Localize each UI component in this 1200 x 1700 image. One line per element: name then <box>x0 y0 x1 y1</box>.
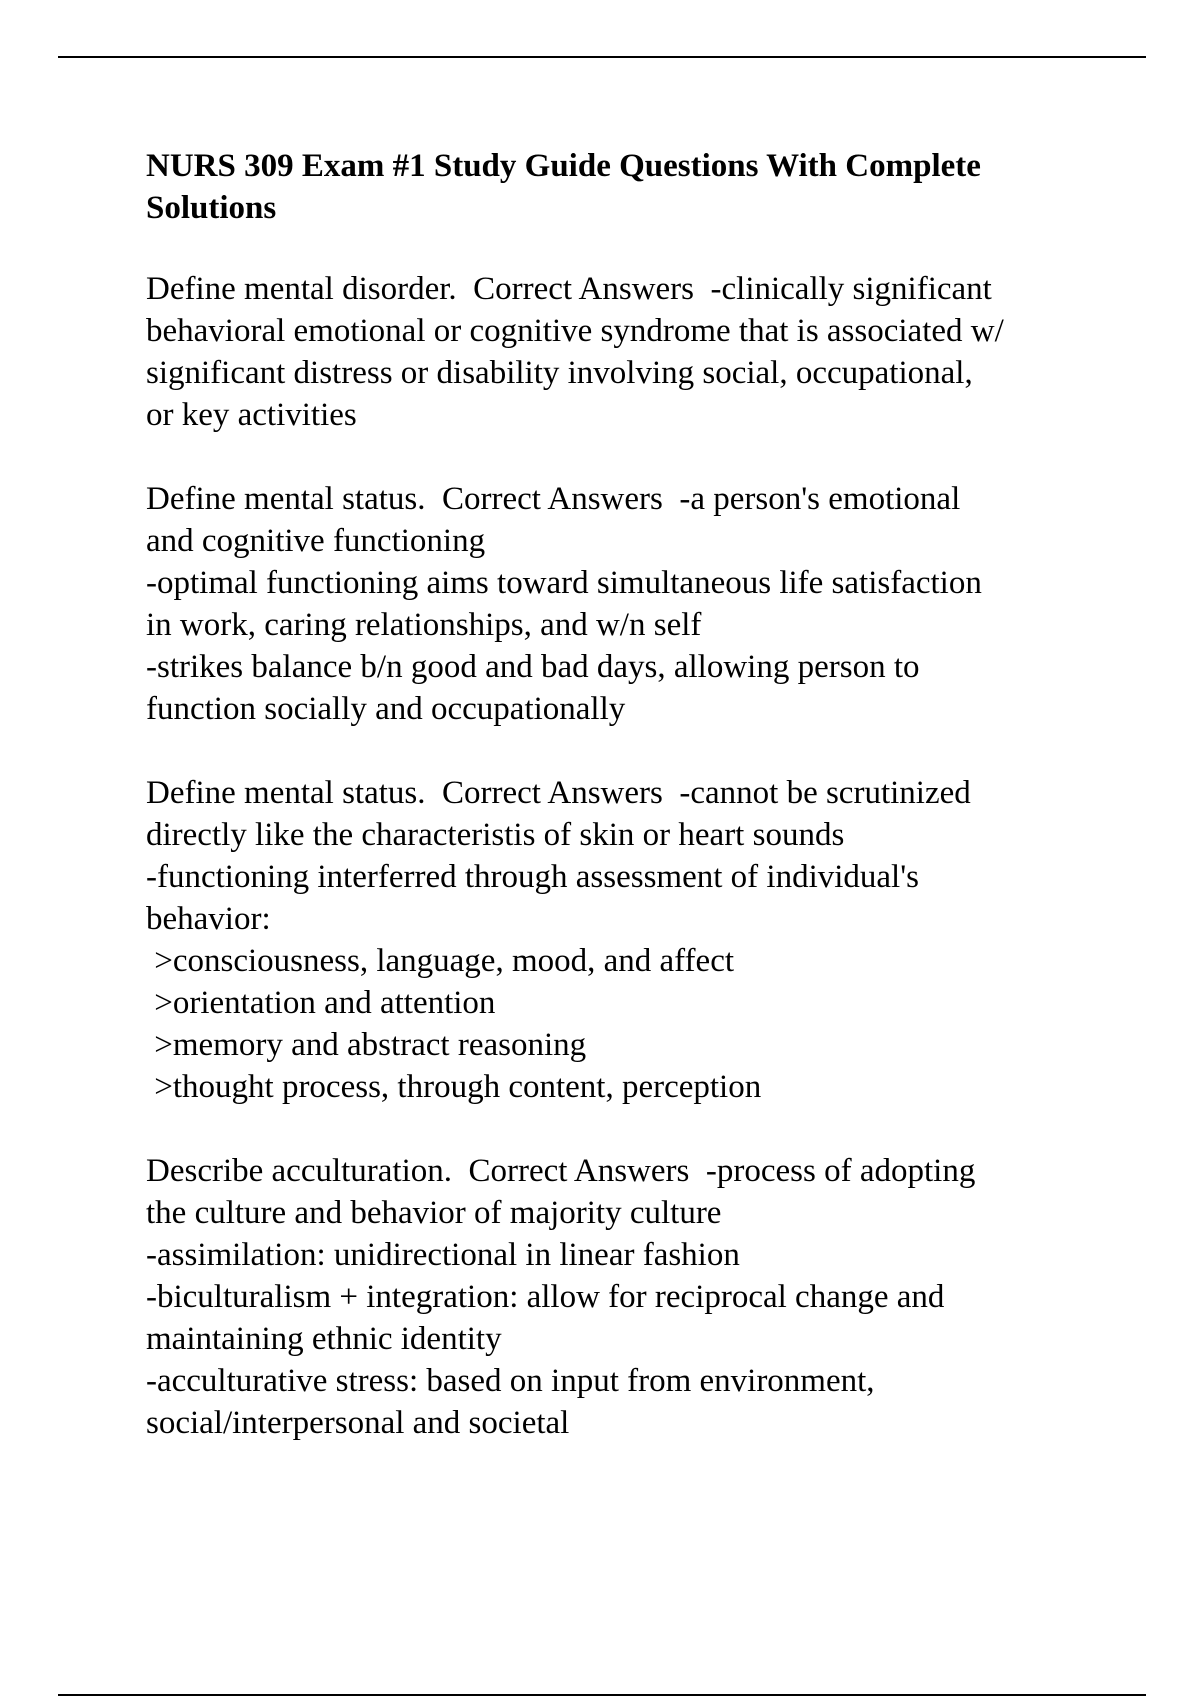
entry-line: maintaining ethnic identity <box>146 1321 502 1357</box>
entry-line: significant distress or disability involving social, occupational, <box>146 355 973 391</box>
entry-line: function socially and occupationally <box>146 691 626 727</box>
footer-divider <box>58 1694 1146 1696</box>
entry-line: >memory and abstract reasoning <box>146 1027 587 1063</box>
header-divider <box>58 56 1146 58</box>
entry-line: behavioral emotional or cognitive syndrome that is associated w/ <box>146 313 1004 349</box>
document-body <box>146 145 1146 1486</box>
entry-line: -assimilation: unidirectional in linear fashion <box>146 1237 740 1273</box>
entry-line: or key activities <box>146 397 357 433</box>
entry-line: >consciousness, language, mood, and affect <box>146 943 735 979</box>
title-line: NURS 309 Exam #1 Study Guide Questions With Complete <box>146 148 981 184</box>
entry-line: -strikes balance b/n good and bad days, allowing person to <box>146 649 920 685</box>
qa-entry-describe-acculturation <box>146 1150 1146 1444</box>
entry-line: Define mental status. Correct Answers -a person's emotional <box>146 481 961 517</box>
qa-entry-define-mental-disorder <box>146 268 1146 436</box>
entry-line: -biculturalism + integration: allow for reciprocal change and <box>146 1279 945 1315</box>
title-line: Solutions <box>146 190 277 226</box>
entry-line: -functioning interferred through assessment of individual's <box>146 859 920 895</box>
entry-line: Define mental status. Correct Answers -cannot be scrutinized <box>146 775 971 811</box>
document-title <box>146 145 1146 229</box>
entry-line: in work, caring relationships, and w/n self <box>146 607 702 643</box>
entry-line: behavior: <box>146 901 271 937</box>
entry-line: -acculturative stress: based on input from environment, <box>146 1363 875 1399</box>
qa-entry-define-mental-status <box>146 478 1146 730</box>
qa-list <box>146 268 1146 1444</box>
entry-line: Define mental disorder. Correct Answers -clinically significant <box>146 271 992 307</box>
qa-entry-define-mental-status-assessment <box>146 772 1146 1108</box>
entry-line: directly like the characteristis of skin or heart sounds <box>146 817 845 853</box>
entry-line: the culture and behavior of majority culture <box>146 1195 722 1231</box>
entry-line: -optimal functioning aims toward simultaneous life satisfaction <box>146 565 982 601</box>
entry-line: and cognitive functioning <box>146 523 486 559</box>
entry-line: >thought process, through content, perception <box>146 1069 762 1105</box>
entry-line: >orientation and attention <box>146 985 496 1021</box>
entry-line: social/interpersonal and societal <box>146 1405 570 1441</box>
entry-line: Describe acculturation. Correct Answers -process of adopting <box>146 1153 976 1189</box>
